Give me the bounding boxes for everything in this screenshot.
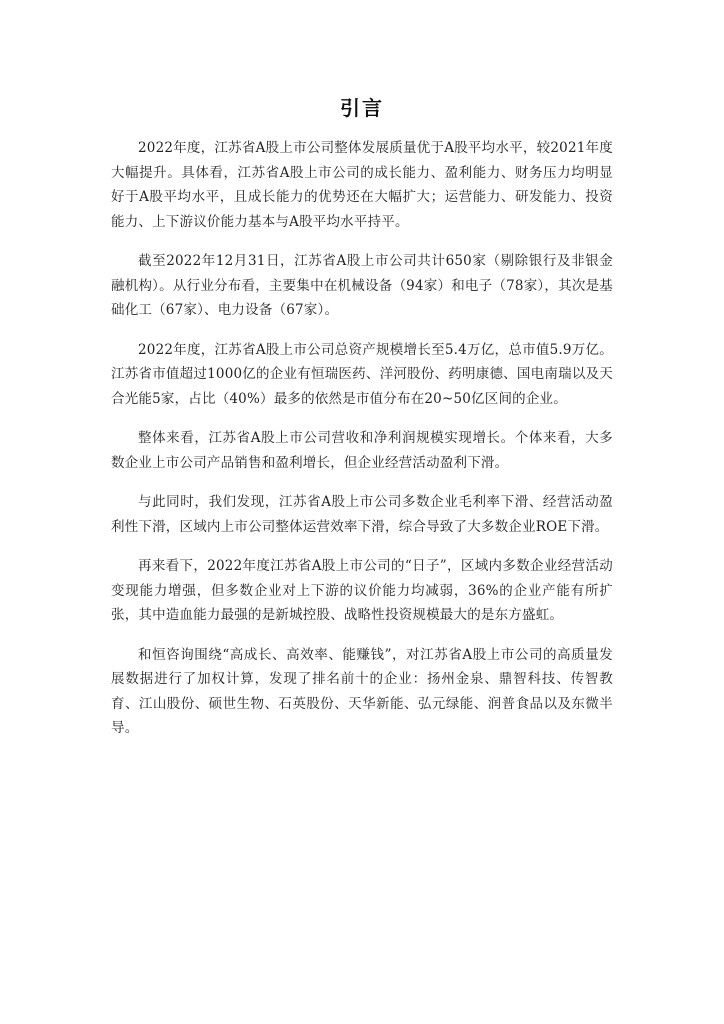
paragraph-1: 2022年度，江苏省A股上市公司整体发展质量优于A股平均水平，较2021年度大幅提升。具体看，江苏省A股上市公司的成长能力、盈利能力、财务压力均明显好于A股平均水平，且成长能力的优势还在大幅扩大；运营能力、研发能力、投资能力、上下游议价能力基本与A股平均水平持平。 — [111, 140, 613, 230]
paragraph-6: 再来看下，2022年度江苏省A股上市公司的“日子”，区域内多数企业经营活动变现能力增强，但多数企业对上下游的议价能力均减弱，36%的企业产能有所扩张，其中造血能力最强的是新城控股、战略性投资规模最大的是东方盛虹。 — [111, 558, 613, 623]
paragraph-2: 截至2022年12月31日，江苏省A股上市公司共计650家（剔除银行及非银金融机构）。从行业分布看，主要集中在机械设备（94家）和电子（78家），其次是基础化工（67家）、电力设备（67家）。 — [111, 253, 613, 318]
paragraph-5: 与此同时，我们发现，江苏省A股上市公司多数企业毛利率下滑、经营活动盈利性下滑，区域内上市公司整体运营效率下滑，综合导致了大多数企业ROE下滑。 — [111, 494, 613, 535]
page-title: 引言 — [340, 96, 384, 120]
paragraph-4: 整体来看，江苏省A股上市公司营收和净利润规模实现增长。个体来看，大多数企业上市公司产品销售和盈利增长，但企业经营活动盈利下滑。 — [111, 430, 613, 471]
paragraph-3: 2022年度，江苏省A股上市公司总资产规模增长至5.4万亿，总市值5.9万亿。江苏省市值超过1000亿的企业有恒瑞医药、洋河股份、药明康德、国电南瑞以及天合光能5家，占比（40%）最多的依然是市值分布在20~50亿区间的企业。 — [111, 341, 613, 407]
body-text — [111, 136, 613, 756]
paragraph-7: 和恒咨询围绕“高成长、高效率、能赚钱”，对江苏省A股上市公司的高质量发展数据进行了加权计算，发现了排名前十的企业：扬州金泉、鼎智科技、传智教育、江山股份、硕世生物、石英股份、天华新能、弘元绿能、润普食品以及东微半导。 — [111, 646, 613, 736]
